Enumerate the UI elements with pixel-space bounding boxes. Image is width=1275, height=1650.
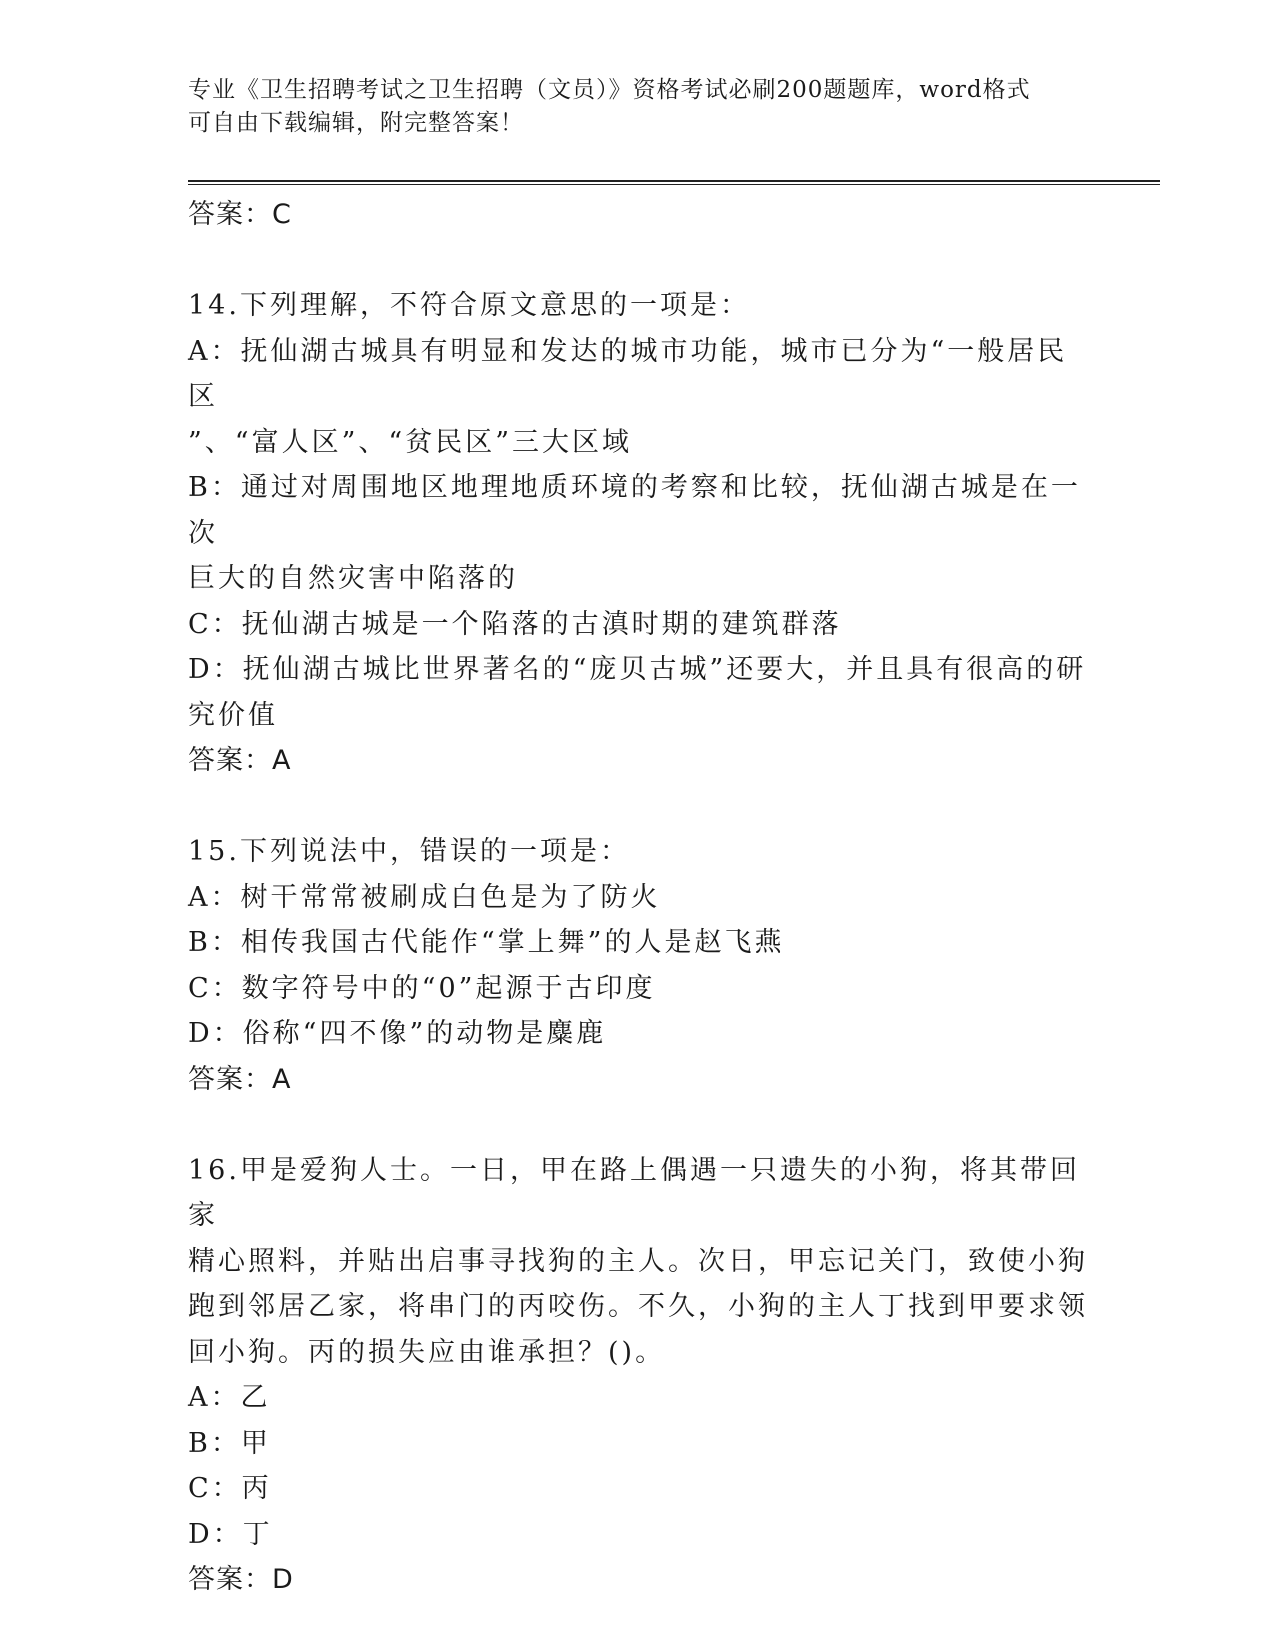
- question-stem-line-1: 16.甲是爱狗人士。一日，甲在路上偶遇一只遗失的小狗，将其带回家: [188, 1154, 1080, 1231]
- answer-line: 答案：A: [188, 745, 292, 776]
- header-divider-thin: [188, 184, 1160, 185]
- question-16: [188, 1148, 1088, 1603]
- question-15: [188, 829, 1088, 1102]
- option-c-line-1: C：丙: [188, 1473, 272, 1504]
- option-b-line-1: B：相传我国古代能作“掌上舞”的人是赵飞燕: [188, 927, 785, 958]
- question-stem-line-2: 精心照料，并贴出启事寻找狗的主人。次日，甲忘记关门，致使小狗: [188, 1245, 1088, 1277]
- option-a-line-2: ”、“富人区”、“贫民区”三大区域: [188, 426, 633, 458]
- header-line-1: 专业《卫生招聘考试之卫生招聘（文员）》资格考试必刷200题题库，word格式: [188, 77, 1031, 103]
- question-stem: 15.下列说法中，错误的一项是：: [188, 836, 630, 867]
- option-b-line-1: B：通过对周围地区地理地质环境的考察和比较，抚仙湖古城是在一次: [188, 472, 1081, 549]
- question-stem-line-3: 跑到邻居乙家，将串门的丙咬伤。不久，小狗的主人丁找到甲要求领: [188, 1291, 1088, 1322]
- option-b-line-2: 巨大的自然灾害中陷落的: [188, 563, 518, 594]
- answer-line: 答案：D: [188, 1564, 294, 1595]
- option-c-line-1: C：数字符号中的“0”起源于古印度: [188, 972, 656, 1004]
- answer-line: 答案：A: [188, 1063, 292, 1095]
- option-a-line-1: A：树干常常被刷成白色是为了防火: [188, 881, 661, 913]
- header-line-2: 可自由下载编辑，附完整答案！: [188, 110, 524, 136]
- question-list: [188, 192, 1088, 1603]
- option-d-line-1: D：抚仙湖古城比世界著名的“庞贝古城”还要大，并且具有很高的研: [188, 654, 1087, 685]
- document-header: [188, 74, 1068, 140]
- question-stem-line-4: 回小狗。丙的损失应由谁承担？()。: [188, 1336, 666, 1368]
- option-d-line-1: D：丁: [188, 1518, 273, 1550]
- option-d-line-2: 究价值: [188, 699, 278, 731]
- question-stem: 14.下列理解，不符合原文意思的一项是：: [188, 290, 750, 321]
- header-divider-thick: [188, 180, 1160, 182]
- option-d-line-1: D：俗称“四不像”的动物是麋鹿: [188, 1018, 607, 1049]
- question-14: [188, 283, 1088, 784]
- answer-line: 答案：C: [188, 199, 292, 230]
- option-c-line-1: C：抚仙湖古城是一个陷落的古滇时期的建筑群落: [188, 608, 842, 640]
- option-a-line-1: A：乙: [188, 1382, 271, 1413]
- option-b-line-1: B：甲: [188, 1427, 271, 1459]
- option-a-line-1: A：抚仙湖古城具有明显和发达的城市功能，城市已分为“一般居民区: [188, 335, 1068, 412]
